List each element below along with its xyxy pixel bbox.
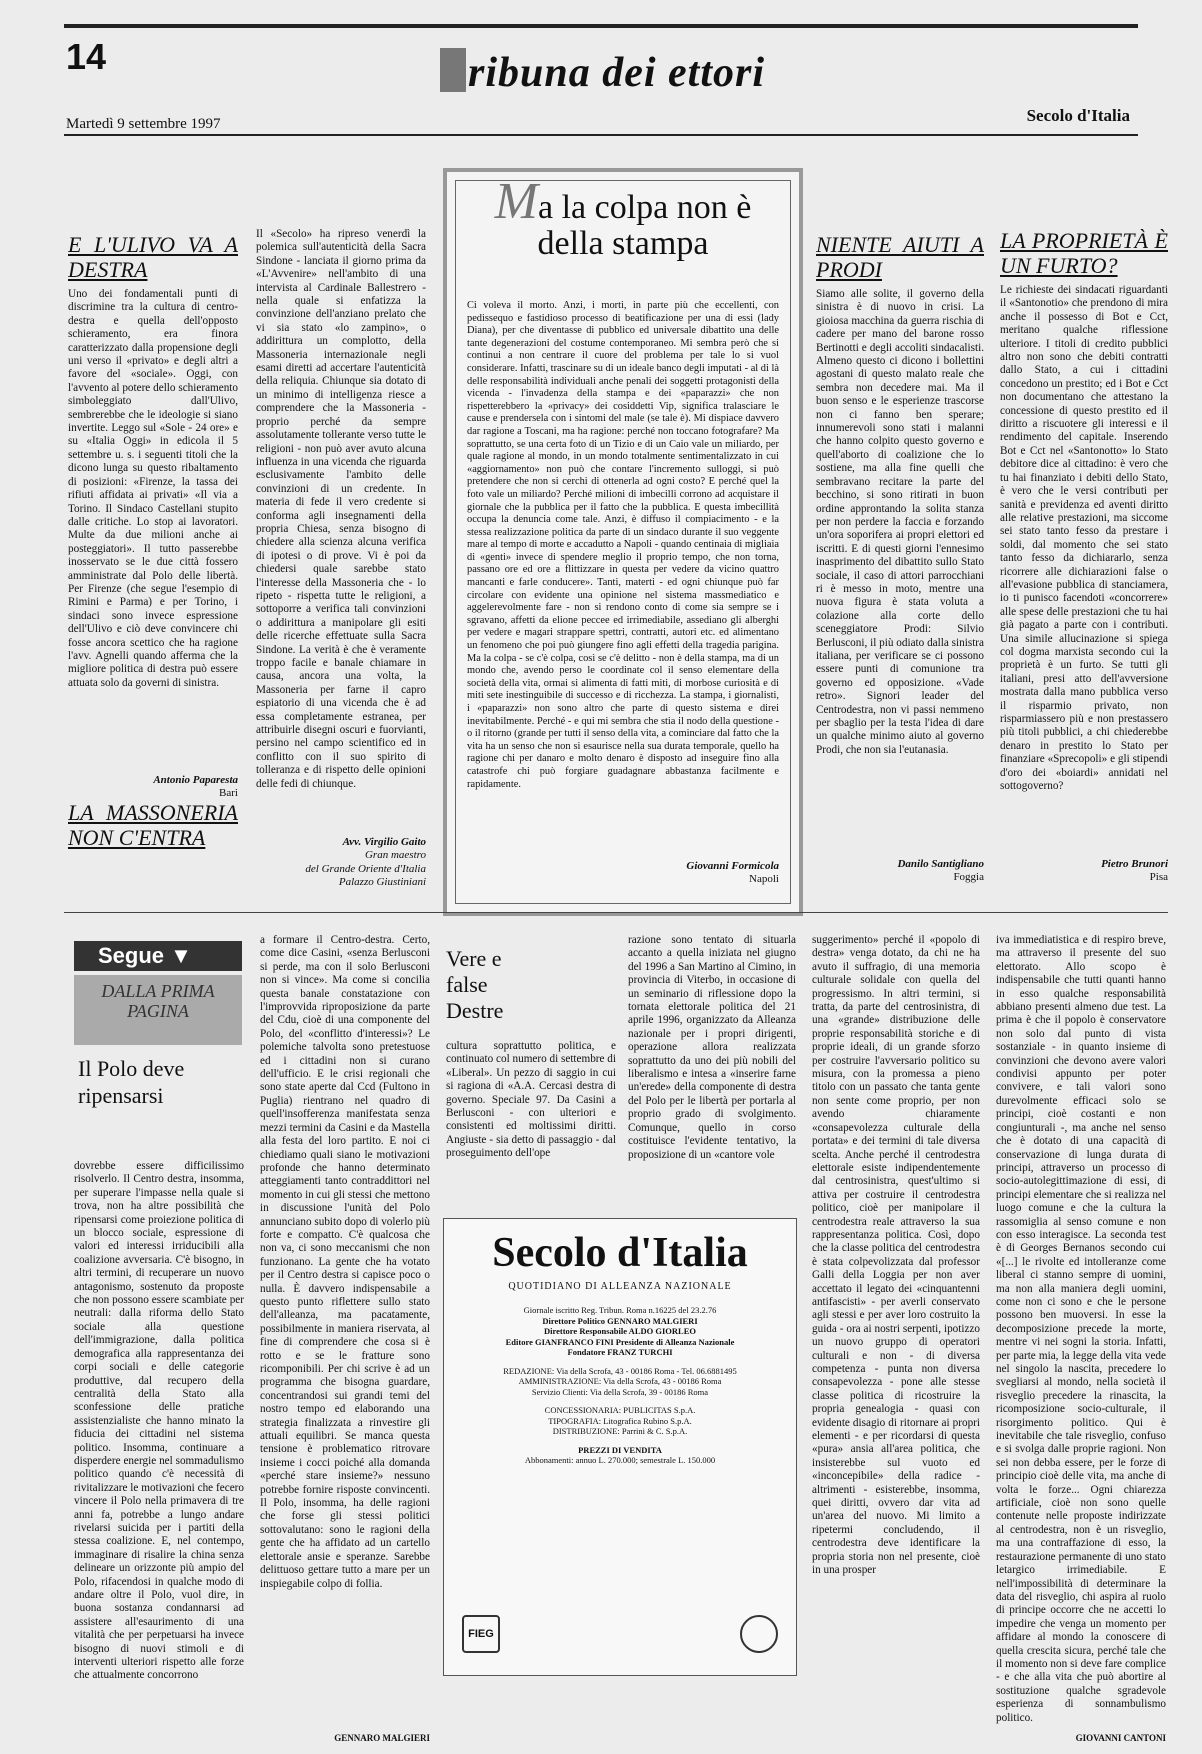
segue-label: Segue (98, 943, 165, 968)
page-number: 14 (66, 36, 107, 77)
article-headline: NIENTE AIUTI A PRODI (816, 232, 984, 282)
masthead (440, 48, 765, 97)
colophon-line: Editore GIANFRANCO FINI Presidente di Alleanza Nazionale (505, 1336, 735, 1347)
segue-title: Il Polo deve ripensarsi (78, 1056, 185, 1108)
article-headline (467, 173, 779, 262)
col-right-2-signature-wrap (996, 1726, 1166, 1745)
colophon-line: PREZZI DI VENDITA (578, 1444, 662, 1455)
role-line-3: Palazzo Giustiniani (338, 876, 426, 889)
header-bottom-rule (64, 134, 1138, 136)
article-proprieta (1000, 228, 1168, 852)
segue-banner (74, 941, 242, 971)
article-proprieta-signature (1000, 852, 1168, 885)
colophon-line: DISTRIBUZIONE: Parrini & C. S.p.A. (552, 1426, 688, 1436)
signature: Avv. Virgilio Gaito (342, 836, 426, 848)
arrow-down-icon: ▼ (170, 943, 192, 968)
segue-col1: dovrebbe essere difficilissimo risolverlo. Il Centro destra, insomma, per superare l'impasse nella quale si trova, non ha altre possibilità che ripensarsi come proiezione politica di un blocco sociale, espressione di valori ed interessi irriducibili alla coalizione avversaria. C'è bisogno, in altri termini, di recuperare un nuovo antagonismo, sostenuto da proposte che non possono essere scambiate per neutrali: dalla riforma dello Stato sociale alla questione dell'immigrazione, dalla politica demografica alla rappresentanza dei corpi sociali e delle categorie produttive, dal recupero della centralità della Stato alla sconfessione delle pratiche assistenzialiste che hanno minato la fiducia dei cittadini nel sistema politico. Insomma, continuare a disperdere energie nel sommadulismo politico quando c'è necessità di rivitalizzare le motivazioni che fecero vincere il Polo nella primavera di tre anni fa, potrebbe a lungo andare rivelarsi suicida per i partiti della stessa coalizione. E, nel contempo, immaginare di risalire la china senza delineare un orizzonte più ampio del Polo, rifacendosi in qualche modo di andare oltre il Polo, vuol dire, in buona sostanza condannarsi ad assistere all'esaurimento di una vitalità che per perpetuarsi ha invece bisogno di nuovi stimoli e di interventi ulteriori rispetto alle forze che attualmente concorrono (74, 1160, 244, 1682)
article-stampa-signature (467, 854, 779, 887)
signature: Danilo Santigliano (897, 858, 984, 870)
masthead-initial-t (440, 48, 466, 92)
section-divider (64, 912, 1168, 913)
seal-icon (740, 1615, 778, 1653)
signature: GIOVANNI CANTONI (1075, 1733, 1166, 1743)
issue-date: Martedì 9 settembre 1997 (66, 116, 221, 132)
article-ulivo (68, 232, 238, 767)
colophon-line: REDAZIONE: Via della Scrofa, 43 - 00186 Roma - Tel. 06.6881495 (503, 1365, 737, 1376)
role-line-2: del Grande Oriente d'Italia (305, 862, 426, 875)
headline-initial: M (494, 173, 538, 230)
col-right-1: suggerimento» perché il «popolo di destra» venga dotato, da chi ne ha avuto il suffragio, di una memoria culturale solidale con quella del progressismo. In altri termini, si tratta, da parte del centrosinistra, di una «grande» distribuzione delle proprie responsabilità storiche e di proprie ideali, di un grande sforzo per costruire l'avversario politico su misura, con la promessa a pieno titolo con un passato che tanta gente non sente come proprio, per non avendo chiaramente «consapevolezza culturale della portata» e dei termini di tale diversa scelta. Anche perché il centrodestra elettorale esiste indipendentemente dal centrosinistra, quest'ultimo si attiva per costruire il centrodestra politico, cioè per manipolare il centrodestra reale attraverso la sua rappresentanza politica. Così, dopo che la classe politica del centrodestra è stata colpevolizzata dal professor Galli della Loggia per non aver accettato il legato dei «cinquantenni antifascisti» - per averli conservato agli stessi e per aver loro costruito la guida - ora ai nostri serpenti, ipotizzo un nuovo gruppo di operatori culturali e non - di diversa competenza - punta non diversa consapevolezza - pone alle stesse classe politica di ricostruire la propria genealogia - quasi con evidente disagio di ritornare ai propri elementi - e per ricordarsi di questa «pura» ansia all'area politica, che insisterebbe sul vuoto ed «inconcepibile» della radice - altrimenti - esisterebbe, insomma, quei diritti, ovvero dar vita ad un'area del nuovo. Mi limito a ripetermi concludendo, il centrodestra deve identificare la propria storia non nel presente, cioè in una prosper (812, 934, 980, 1577)
signature-place: Napoli (749, 873, 779, 886)
segue-col2: a formare il Centro-destra. Certo, come dice Casini, «senza Berlusconi si perde, ma con il solo Berlusconi non si vince». Ma come si concilia questa banale constatazione con l'improvvida riproposizione da parte del Cdu, cioè di una componente del Polo, del «conflitto d'interessi»? Le polemiche talvolta sono pretestuose ed i cittadini non si curano dell'ufficio. E le crisi regionali che sono state aperte dal Ccd (Fultono in Puglia) rientrano nel quadro di quell'insofferenza manifestata senza mezzi termini da Casini e da Mastella alla festa del loro partito. E noi ci chiediamo quali siano le motivazioni profonde che hanno determinato atteggiamenti tanto contraddittori nel momento in cui gli stessi che mettono in discussione l'unità del Polo annunciano subito dopo di volerlo più forte e compatto. C'è qualcosa che non va, ci sono meccanismi che non funzionano. La gente che ha votato per il Centro destra si capisce poco o nulla. È davvero indispensabile a questo punto riflettere sullo stato dell'alleanza, ma pacatamente, possibilmente in maniera riservata, al fine di comprendere che cosa si è rotto e se le fratture sono ricomponibili. Per chi scrive è ad un programma che bisogna guardare, concentrandosi sui grandi temi del nostro tempo ed elaborando una strategia finalizzata a rinvestire gli attuali equilibri. Se manca questa tensione è problematico ritrovare insieme i cocci poiché alla domanda «perché stare insieme?» nessuno potrebbe fornire risposte convincenti. Il Polo, insomma, ha delle ragioni che forse gli stessi politici sottovalutano: sono le ragioni della gente che ha affidato ad un cartello elettorale ansie e speranze. Sarebbe delittuoso gettare tutto a mare per un inspiegabile colpo di follia. (260, 934, 430, 1590)
colophon-line: Direttore Responsabile ALDO GIORLEO (544, 1326, 696, 1336)
vere-col2: razione sono tentato di situarla accanto a quella iniziata nel giugno del 1996 a San Martino al Cimino, in provincia di Viterbo, in occasione di un seminario di riflessione dopo la tornata elettorale politica del 21 aprile 1996, organizzato da Alleanza nazionale per i propri dirigenti, operazione allora realizzata soprattutto da uno dei più nobili del liberalismo e intesa a «inserire farne un'erede» della componente di destra del Polo per le libertà per portarla al proprio grado di svolgimento. Comunque, quello in corso costituisce l'evidente tentativo, la proposizione di un «cantore vole (628, 934, 796, 1161)
article-ulivo-signature (68, 768, 238, 801)
colophon-lines (458, 1305, 782, 1466)
article-massoneria-signature (256, 830, 426, 890)
colophon-subtitle: QUOTIDIANO DI ALLEANZA NAZIONALE (508, 1281, 732, 1292)
article-prodi-signature (816, 852, 984, 885)
colophon-line: Servizio Clienti: Via della Scrofa, 39 - 00186 Roma (531, 1386, 709, 1397)
article-headline: LA MASSONERIA NON C'ENTRA (68, 800, 238, 850)
signature: Pietro Brunori (1101, 858, 1168, 870)
col-right-2: iva immediatistica e di respiro breve, ma attraverso il presente del suo elettorato. Allo scopo è indispensabile che tutti quanti hanno in esso qualche responsabilità abbiano presenti almeno due test. La prima è che il popolo è conservatore non solo dal punto di vista sostanziale - in quanto insieme di convinzioni che devono avere valori condivisi appunto per poter convivere, e tali valori sono durevolmente efficaci solo se principi, cioè costanti e non congiunturali -, ma anche nel senso che è dotato di una capacità di conservazione di lunga durata di principi, attraverso un processo di socio-autolegittimazione di essi, di principi elementare che si realizza nel luogo comune e che la cultura la rassomiglia al senso comune e non con esso interagisce. La seconda test è di Georges Bernanos secondo cui «[...] le rivolte ed intolleranze come liberal ci stanno sempre di uomini, ma non alla maniera degli uomini, come non ci sono e che le persone possono ben muoversi. In esse la decomposizione precede la morte, mentre vi nei sogni la storia. Infatti, per parte mia, la legge della vita vede nel singolo la nascita, precedere lo svegliarsi al mondo, nella società il risveglio precedere la rinascita, la ricomposizione socio-culturale, il risorgimento politico. Qui è inevitabile che tale risveglio, confuso e si svolga dalle proprie ragioni. Non sei non debba essere, per le forze di principio cioè delle vita, ma anche di volta le forze... Ogni chiarezza artificiale, cioè non sono quelle contenute nelle proposte indirizzate al centrodestra, non è un risveglio, ma una contraffazione di esso, la restaurazione permanente di uno stato letargico irrimediabile. E nell'impossibilità di determinare la data del risveglio, chi aspira al ruolo di principe occorre che ne accetti lo impedire che venga un momento per affidare al mondo la conoscere di quella crescita sicura, perché tale che il momento non si deve fare complice - e che alla vita che può abortire al sostituzione qualche sgradevole esperienza di sonnambulismo politico. (996, 934, 1166, 1724)
colophon-line: Giornale iscritto Reg. Tribun. Roma n.16225 del 23.2.76 (523, 1305, 717, 1315)
colophon-title: Secolo d'Italia (492, 1230, 748, 1276)
signature-place: Pisa (1149, 871, 1168, 884)
segue-sublabel (74, 975, 242, 1045)
colophon-line: Fondatore FRANZ TURCHI (567, 1347, 673, 1357)
role-line-1: Gran maestro (364, 849, 426, 862)
signature: Giovanni Formicola (686, 860, 779, 872)
colophon-box (443, 1218, 797, 1676)
article-massoneria-head (68, 800, 238, 880)
vere-col1: cultura soprattutto politica, e continuato col numero di settembre di «Liberal». Un pezzo di saggio in cui si ragiona di «A.A. Cercasi destra di governo. Speciale 97. Da Casini a Berlusconi - con ulteriori e consistenti ed moltissimi diritti. Angiuste - sia detto di passaggio - dal proseguimento dell'ope (446, 1040, 616, 1160)
article-headline: E L'ULIVO VA A DESTRA (68, 232, 238, 282)
colophon-line: Abbonamenti: annuo L. 270.000; semestrale L. 150.000 (524, 1455, 716, 1465)
sublabel-text: DALLA PRIMA PAGINA (101, 981, 215, 1021)
article-body: Il «Secolo» ha ripreso venerdì la polemica sull'autenticità della Sacra Sindone - lanciata il giorno prima da «L'Avvenire» nell'ambito di una intervista al Cardinale Ballestrero - nella quale si enfatizza la convinzione dell'anziano prelato che vi sia stato «lo zampino», o addirittura un complotto, della Massoneria internazionale negli esami diretti ad accertare l'autenticità della reliquia. Chiunque sia dotato di un minimo di intelligenza riesce a comprendere che la Massoneria - proprio perché da sempre assolutamente tollerante verso tutte le religioni - non può aver avuto alcuna influenza in una vicenda che riguarda esclusivamente l'ambito delle convinzioni di un credente. In materia di fede il vero credente si conforma agli insegnamenti della propria Chiesa, senza bisogno di chiedere alla scienza alcuna verifica di ipotesi o di prove. Vi è poi da chiedersi quale sarebbe stato l'interesse della Massoneria che - lo ripeto - rispetta tutte le religioni, a sottoporre a verifica tali convinzioni o addirittura a manipolare gli esiti delle ricerche effettuate sulla Sacra Sindone. La verità è che è veramente troppo facile e banale chiamare in causa, ancora una volta, la Massoneria per farne il capro espiatorio di una vicenda che è ad essa completamente estranea, per attribuirle disegni oscuri e fuorvianti, persino nel campo scientifico ed in conflitto con il suo spirito di tolleranza e di rispetto delle opinioni delle fedi di chiunque. (256, 228, 426, 790)
article-body: Siamo alle solite, il governo della sinistra è di nuovo in crisi. La gioiosa macchina da guerra rischia di cadere per mano del barone rosso Bertinotti e degli accoliti sindacalisti. Almeno questo ci dicono i bollettini agostani di questo malato reale che sembra non decedere mai. Ma il buon senso e le esperienze trascorse non ci fanno ben sperare; innumerevoli sono stati i malanni che hanno colpito questo governo e quell'aborto di coalizione che lo sostiene, ma alla fine quelli che sembravano recitare la parte del becchino, si sono ritirati in buon ordine approntando la solita stanza per non perdere la faccia e forzando un'ora soporifera ai propri elettori ed iscritti. E di questi giorni l'ennesimo inasprimento del dibattito sullo Stato sociale, il caso di attori parrocchiani ri è messo in moto, mentre una nuova figura è stata voluta a colazione alla corte dello sceneggiatore Prodi: Silvio Berlusconi, il più odiato dalla sinistra italiana, per verificare se ci possono essere punti di comunione tra governo ed opposizione. «Vade retro». Signori leader del Centrodestra, non vi passi nemmeno per sbaglio per la testa l'idea di dare un qualche minimo aiuto al governo Prodi, che non sia l'eutanasia. (816, 288, 984, 756)
segue-signature-wrap (260, 1726, 430, 1745)
signature-place: Foggia (953, 871, 984, 884)
article-massoneria-body (256, 228, 426, 828)
colophon-line: TIPOGRAFIA: Litografica Rubino S.p.A. (548, 1415, 692, 1426)
article-body: Le richieste dei sindacati riguardanti il «Santonotio» che prendono di mira anche il possesso di Bot e Cct, meritano qualche riflessione ulteriore. I titoli di credito pubblici altro non sono che debiti contratti dallo Stato, a cui i cittadini concedono un prestito; ed i Bot e Cct non documentano che attestano la concessione di questo prestito ed il diritto a riscuotere gli interessi e il rendimento del capitale. Inserendo Bot e Cct nel «Santonotto» lo Stato debitore dice al cittadino: è vero che tu hai finanziato i debiti dello Stato, è vero che le versi contributi per sanità e previdenza ed aventi diritto alle relative prestazioni, ma siccome sei stato tanto fesso da prestare i soldi, dal momento che sei stato tanto fesso da dichiararlo, senza ricorrere alle dichiarazioni false o all'evasione pubblica di stanciamera, io ti punisco facendoti «concorrere» alle spese delle prestazioni che tu hai già pagato a parte con i contributi. Una simile allucinazione si spiega col dogma marxista secondo cui la proprietà è un furto. Se tutti gli italiani, presi atto dell'avversione mostrata dalla mano pubblica verso il risparmio privato, non risparmiassero più e non prestassero più titoli pubblici, a chi chiederebbe denaro in prestito lo Stato per finanziare «Sprecopoli» e gli stipendi d'oro dei «boiardi» annidati nel sottogoverno? (1000, 284, 1168, 793)
colophon-line: CONCESSIONARIA: PUBLICITAS S.p.A. (544, 1405, 696, 1415)
colophon-line: AMMINISTRAZIONE: Via della Scrofa, 43 - 00186 Roma (518, 1376, 722, 1386)
colophon-line: Direttore Politico GENNARO MALGIERI (542, 1315, 698, 1326)
article-stampa-box (443, 168, 803, 916)
masthead-title: ribuna dei ettori (468, 50, 766, 96)
brand-name: Secolo d'Italia (1026, 106, 1130, 125)
headline-text: a la colpa non è della stampa (537, 189, 752, 262)
article-headline: LA PROPRIETÀ È UN FURTO? (1000, 228, 1168, 278)
signature-place: Bari (219, 787, 238, 800)
signature: GENNARO MALGIERI (334, 1733, 430, 1743)
signature: Antonio Paparesta (153, 774, 238, 786)
article-prodi (816, 232, 984, 852)
article-body: Uno dei fondamentali punti di discrimine tra la cultura di centro-destra e quella dell'opposto schieramento, era finora caratterizzato dalla propensione degli uni verso il «privato» e degli altri a favore del «sociale». Oggi, con l'avvento al potere dello schieramento simboleggiato dall'Ulivo, sembrerebbe che le ideologie si siano invertite. Leggo sul «Sole - 24 ore» e su «Italia Oggi» in edicola il 5 settembre u. s. i seguenti titoli che la dicono lunga su questo ribaltamento di posizioni: «Firenze, la tassa dei rifiuti affidata ai privati» «Il via a Torino. Il Sindaco Castellani stupito dalle critiche. Lo stop ai lavoratori. Multe da due milioni anche ai posteggiatori». Il tutto passerebbe inosservato se le due città fossero amministrate dal Polo delle libertà. Per Firenze (che segue l'esempio di Rimini e Parma) e per Torino, i sindaci sono invece espressione dell'Ulivo e ciò deve convincere chi fosse ancora scettico che ha ragione l'avv. Agnelli quando afferma che la migliore politica di destra può essere attuata solo da governi di sinistra. (68, 288, 238, 689)
vere-title: Vere e false Destre (446, 946, 504, 1023)
top-rule (64, 24, 1138, 28)
article-body: Ci voleva il morto. Anzi, i morti, in parte più che eccellenti, con pedissequo e fastidioso processo di beatificazione per una di essi (lady Diana), per che diventasse di pubblico ed universale dibattito una delle tante degenerazioni del costume contemporaneo. Mi sembra però che si continui a non centrare il cuore del problema per tale lo si vuol considerare. Infatti, trascinare su di un ideale banco degli imputati - al di là delle responsabilità individuali anche penali dei soggetti protagonisti della vicenda - l'invadenza della stampa e dei «paparazzi» che non rispetterebbero la «privacy» dei cosiddetti Vip, significa tralasciare le cause e prendersela con i sintomi del male (se tale è). Mi dispiace davvero dar ragione a Toscani, ma ha ragione: perché non toccano fotografare? Ma soprattutto, se una certa foto di un Tizio e di un Caio vale un miliardo, per quale ragione al mondo, in un mondo totalmente sentimentalizzato in cui «aggiornamento» non può che contare l'incremento sulloggi, si può pretendere che non si cerchi di ottenerla ad ogni costo? E perché quel la foto vale un miliardo? Perché milioni di imbecilli corrono ad acquistare il giornale che la pubblica per il fatto che la pubblica. E questa imbecillità occupa la denuncia come tale. Anzi, è diffuso il compiacimento - e la stessa realizzazione politica da parte di un sindaco durante il suo veggente mare al tempo di morte e accadutto a Napoli - quando centinaia di migliaia di «genti» invece di spendere meglio il proprio tempo, che non torna, passano ore ed ore a flittizzare in questa per vedere da vicino quattro mancanti e farle conducere». Tanti, materti - ed ogni chiunque può far circolare con evidente una opinione nel sistema massmediatico e aggelerevolmente fare - non si rendono conto di come sia sempre se i sgravano, affetti da elione peccee ed irrimediabile, assediano gli alberghi per vedere e magari strappare spettri, contratti, autori etc. ed alimentano un fenomeno che poi può giungere fino agli effetti della tragedia parigina. Ma la colpa - se c'è colpa, così se c'è delitto - non è della stampa, ma di un mondo che, avendo perso le coordinate col il senso elementare della società della vita, ormai si alimenta di fatti miti, di morbose curiosità e di miti sete inestinguibile di successo e di ricchezza. La stampa, i giornalisti, i «paparazzi» non sono altro che parte di questo sistema e direi inevitabilmente. Perché - e qui mi sembra che stia il nodo della questione - o il ritorno (grande per tutti il senso della vita, a cominciare dal fatto che la vita ha un senso che non si esaurisce nella sua durata temporale, quello ha ragione chi per danaro e molto denaro è disposto ad inseguire fino alla catastrofe chi può forgiare guadagnare abbastanza facilmente e rapidamente. (467, 300, 779, 790)
fieg-logo-icon: FIEG (462, 1615, 500, 1653)
